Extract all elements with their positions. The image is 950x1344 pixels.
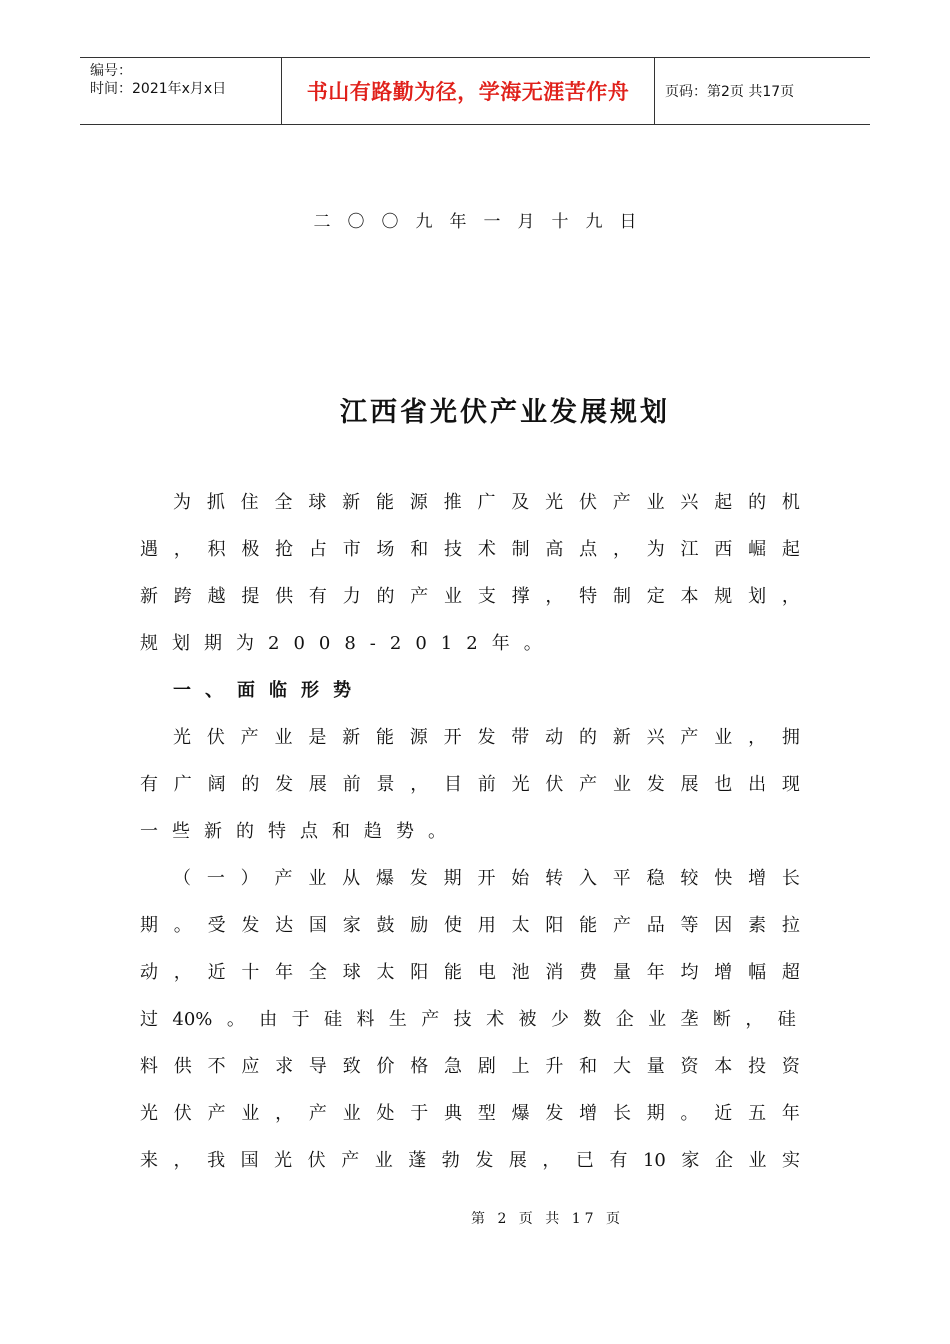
body-line: 期 。 受 发 达 国 家 鼓 励 使 用 太 阳 能 产 品 等 因 素 拉 (140, 915, 800, 936)
body-line: 光 伏 产 业 是 新 能 源 开 发 带 动 的 新 兴 产 业 ， 拥 (173, 727, 800, 748)
document-date: 二〇〇九年一月十九日 (313, 212, 654, 232)
document-title: 江西省光伏产业发展规划 (340, 397, 670, 428)
motto-text: 书山有路勤为径，学海无涯苦作舟 (306, 80, 630, 104)
page-header (80, 57, 870, 125)
body-line: 动 ， 近 十 年 全 球 太 阳 能 电 池 消 费 量 年 均 增 幅 超 (140, 962, 800, 983)
body-line: 新 跨 越 提 供 有 力 的 产 业 支 撑 ， 特 制 定 本 规 划 ， (140, 586, 800, 607)
time-label: 时间：2021年x月x日 (90, 81, 227, 97)
section-heading: 一、面临形势 (173, 680, 365, 701)
body-line: 光 伏 产 业 ， 产 业 处 于 典 型 爆 发 增 长 期 。 近 五 年 (140, 1103, 800, 1124)
header-page-cell (655, 58, 870, 124)
body-line: 规划期为2008-2012年。 (140, 633, 556, 654)
body-line: 为 抓 住 全 球 新 能 源 推 广 及 光 伏 产 业 兴 起 的 机 (173, 492, 800, 513)
body-line: 料 供 不 应 求 导 致 价 格 急 剧 上 升 和 大 量 资 本 投 资 (140, 1056, 800, 1077)
page-footer: 第 2 页 共 17 页 (471, 1211, 624, 1227)
body-line: 遇 ， 积 极 抢 占 市 场 和 技 术 制 高 点 ， 为 江 西 崛 起 (140, 539, 800, 560)
header-meta (80, 58, 281, 124)
body-line: 来 ， 我 国 光 伏 产 业 蓬 勃 发 展 ， 已 有 10 家 企 业 实 (140, 1150, 800, 1171)
number-label: 编号： (90, 63, 132, 79)
header-motto-cell (281, 58, 655, 124)
body-line: 一些新的特点和趋势。 (140, 821, 460, 842)
body-line: 有 广 阔 的 发 展 前 景 ， 目 前 光 伏 产 业 发 展 也 出 现 (140, 774, 800, 795)
body-line: （ 一 ） 产 业 从 爆 发 期 开 始 转 入 平 稳 较 快 增 长 (173, 868, 800, 889)
body-line: 过 40% 。 由 于 硅 料 生 产 技 术 被 少 数 企 业 垄 断 ， 硅 (140, 1009, 796, 1030)
header-page-info: 页码：第2页 共17页 (665, 84, 795, 100)
